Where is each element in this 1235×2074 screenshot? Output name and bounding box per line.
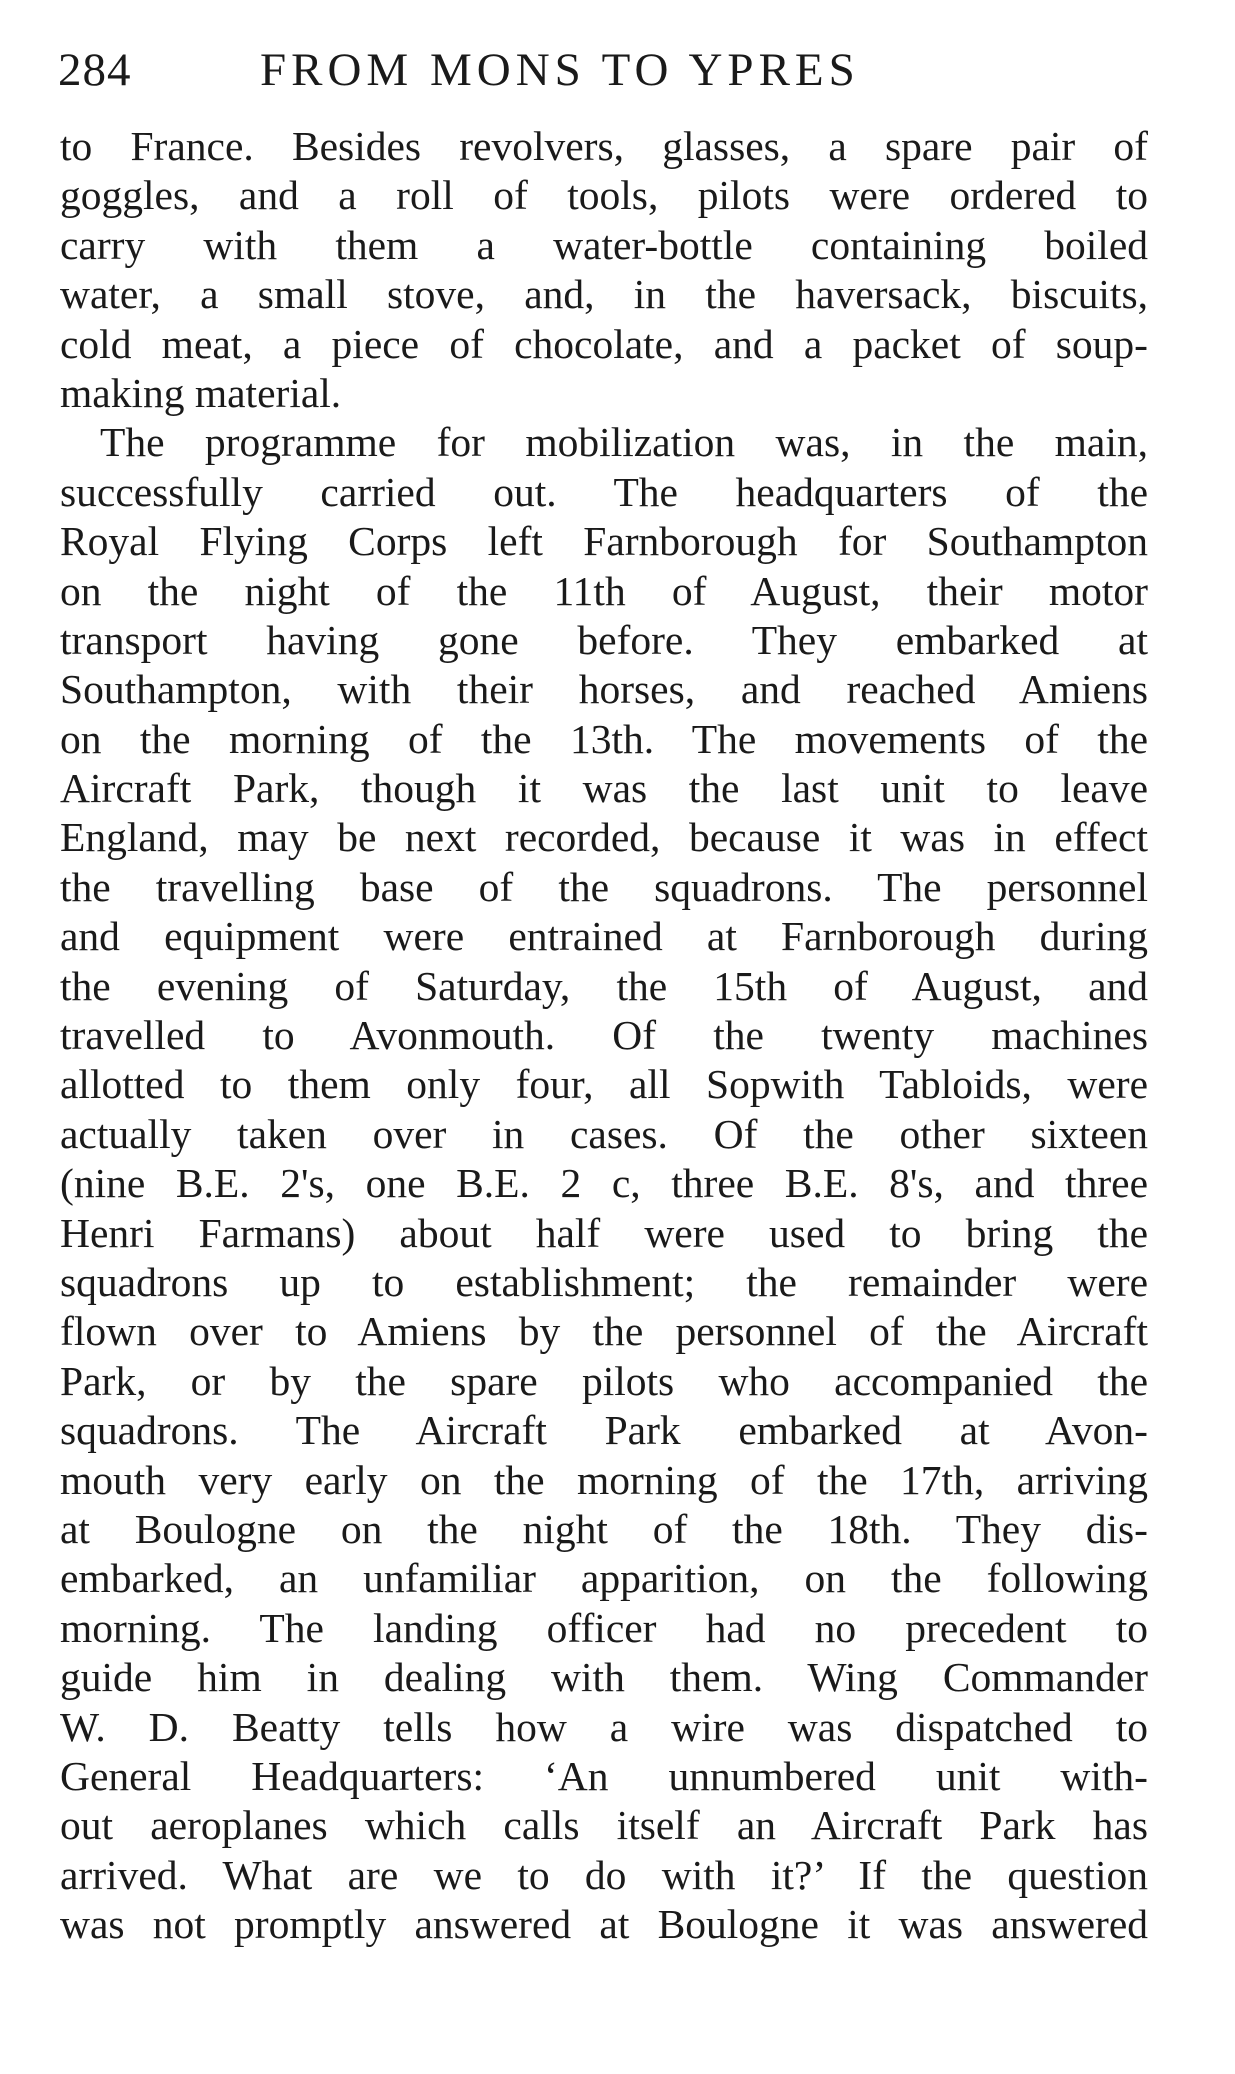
paragraph-end-line: making material. [60,369,342,416]
text-line: at Boulogne on the night of the 18th. They dis- [60,1505,1148,1552]
text-line: England, may be next recorded, because it was in effect [60,814,1148,861]
running-head [58,42,1158,98]
text-line: water, a small stove, and, in the haversack, biscuits, [60,271,1148,318]
text-line: travelled to Avonmouth. Of the twenty machines [60,1012,1148,1059]
text-line: (nine B.E. 2's, one B.E. 2 c, three B.E. 8's, and three [60,1160,1148,1207]
text-line: Southampton, with their horses, and reached Amiens [60,666,1148,713]
text-line: out aeroplanes which calls itself an Aircraft Park has [60,1802,1148,1849]
text-line: General Headquarters: ‘An unnumbered unit with- [60,1752,1148,1799]
text-line: the travelling base of the squadrons. The personnel [60,863,1148,910]
text-line: embarked, an unfamiliar apparition, on the following [60,1555,1148,1602]
text-line: to France. Besides revolvers, glasses, a spare pair of [60,123,1148,169]
text-line: arrived. What are we to do with it?’ If the question [60,1851,1148,1898]
paragraph-start-line: The programme for mobilization was, in the main, [100,419,1148,466]
text-line: flown over to Amiens by the personnel of the Aircraft [60,1308,1148,1355]
text-line: transport having gone before. They embarked at [60,616,1148,663]
text-line: mouth very early on the morning of the 17th, arriving [60,1456,1148,1503]
text-line: and equipment were entrained at Farnborough during [60,913,1148,960]
text-line: allotted to them only four, all Sopwith Tabloids, were [60,1061,1148,1108]
text-line: morning. The landing officer had no precedent to [60,1604,1148,1651]
text-line: Henri Farmans) about half were used to bring the [60,1209,1148,1256]
text-line: the evening of Saturday, the 15th of August, and [60,962,1148,1009]
page-number: 284 [58,44,132,96]
running-title: FROM MONS TO YPRES [260,44,860,96]
text-line: Royal Flying Corps left Farnborough for Southampton [60,518,1148,565]
text-line: cold meat, a piece of chocolate, and a packet of soup- [60,320,1148,367]
text-line: guide him in dealing with them. Wing Commander [60,1654,1148,1701]
text-line: actually taken over in cases. Of the other sixteen [60,1110,1148,1157]
text-line: Aircraft Park, though it was the last unit to leave [60,765,1148,812]
text-line: squadrons. The Aircraft Park embarked at Avon- [60,1407,1148,1454]
text-line: on the night of the 11th of August, their motor [60,567,1148,614]
text-line: carry with them a water-bottle containing boiled [60,221,1148,268]
text-line: was not promptly answered at Boulogne it was answered [60,1901,1148,1948]
text-line: Park, or by the spare pilots who accompanied the [60,1357,1148,1404]
text-line: successfully carried out. The headquarters of the [60,468,1148,515]
text-line: squadrons up to establishment; the remainder were [60,1258,1148,1305]
body-text [60,122,1148,1949]
text-line: on the morning of the 13th. The movements of the [60,715,1148,762]
text-line: W. D. Beatty tells how a wire was dispatched to [60,1703,1148,1750]
text-line: goggles, and a roll of tools, pilots were ordered to [60,172,1148,219]
